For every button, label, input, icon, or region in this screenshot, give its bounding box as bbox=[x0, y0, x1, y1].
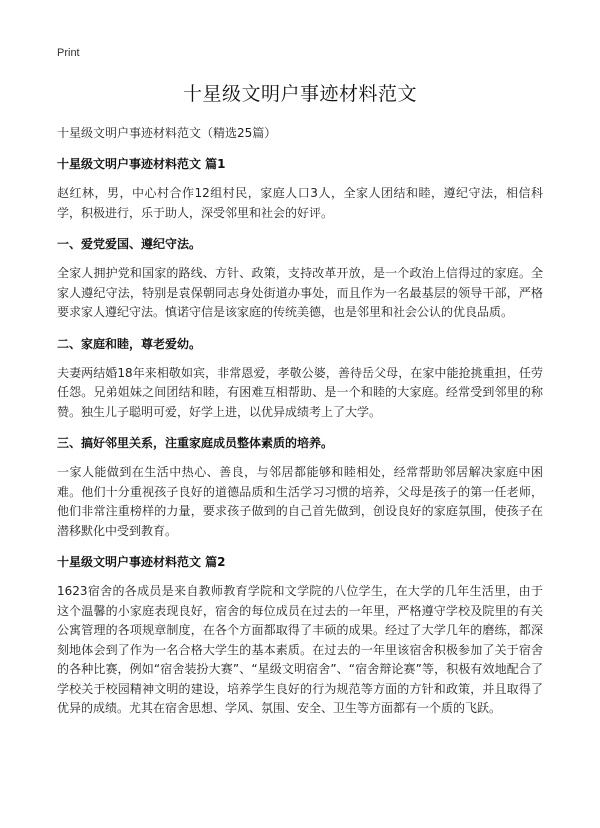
paragraph: 夫妻两结婚18年来相敬如宾，非常恩爱，孝敬公婆，善待岳父母，在家中能抢挑重担，任劳任怨。兄弟姐妹之间团结和睦，有困难互相帮助、是一个和睦的大家庭。经常受到邻里的称赞。独生儿子聪明可爱，好学上进，以优异成绩考上了大学。 bbox=[57, 365, 543, 419]
document-subtitle: 十星级文明户事迹材料范文（精选25篇） bbox=[57, 126, 277, 140]
section-heading: 一、爱党爱国、遵纪守法。 bbox=[57, 237, 202, 251]
document-body bbox=[57, 155, 543, 719]
print-label: Print bbox=[57, 47, 80, 59]
paragraph: 1623宿舍的各成员是来自教师教育学院和文学院的八位学生，在大学的几年生活里，由于这个温馨的小家庭表现良好，宿舍的每位成员在过去的一年里，严格遵守学校及院里的有关公寓管理的各项规章制度，在各个方面都取得了丰硕的成果。经过了大学几年的磨练，都深刻地体会到了作为一名合格大学生的基本素质。在过去的一年里该宿舍积极参加了关于宿舍的各种比赛，例如“宿舍装扮大赛”、“星级文明宿舍”、“宿舍辩论赛”等，积极有效地配合了学校关于校园精神文明的建设，培养学生良好的行为规范等方面的方针和政策，并且取得了优异的成绩。尤其在宿舍思想、学风、氛围、安全、卫生等方面都有一个质的飞跃。 bbox=[57, 584, 543, 715]
document-title: 十星级文明户事迹材料范文 bbox=[182, 83, 417, 105]
section-heading: 十星级文明户事迹材料范文 篇1 bbox=[57, 157, 226, 171]
section-heading: 十星级文明户事迹材料范文 篇2 bbox=[57, 555, 226, 569]
section-heading: 三、搞好邻里关系，注重家庭成员整体素质的培养。 bbox=[57, 436, 334, 450]
paragraph: 赵红林，男，中心村合作12组村民，家庭人口3人，全家人团结和睦，遵纪守法，相信科学，积极进行，乐于助人，深受邻里和社会的好评。 bbox=[57, 186, 543, 220]
section-heading: 二、家庭和睦，尊老爱幼。 bbox=[57, 336, 202, 351]
paragraph: 全家人拥护党和国家的路线、方针、政策，支持改革开放，是一个政治上信得过的家庭。全家人遵纪守法，特别是袁保朝同志身处街道办事处，而且作为一名最基层的领导干部，严格要求家人遵纪守法。慎诺守信是该家庭的传统美德，也是邻里和社会公认的优良品质。 bbox=[57, 266, 543, 319]
paragraph: 一家人能做到在生活中热心、善良，与邻居都能够和睦相处，经常帮助邻居解决家庭中困难。他们十分重视孩子良好的道德品质和生活学习习惯的培养，父母是孩子的第一任老师，他们非常注重榜样的力量，要求孩子做到的自己首先做到，创设良好的家庭氛围，使孩子在潜移默化中受到教育。 bbox=[57, 465, 543, 538]
